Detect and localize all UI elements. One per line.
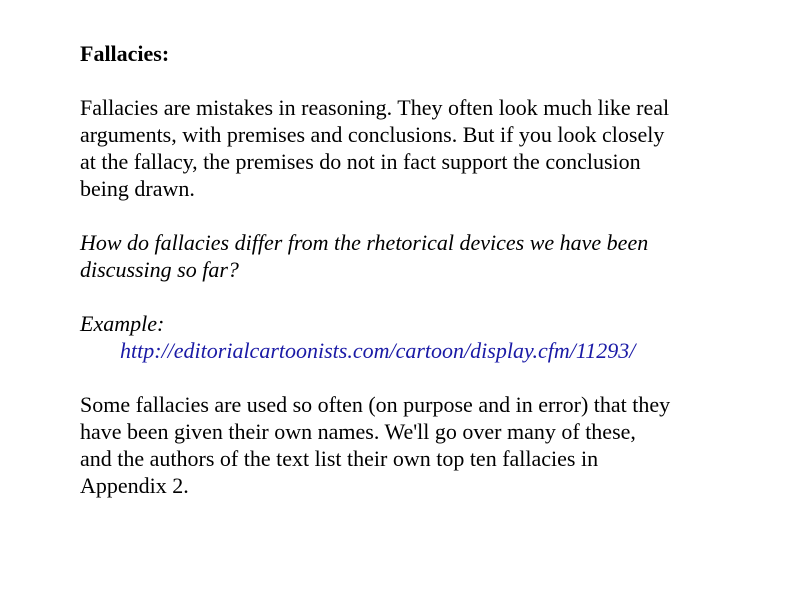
example-label: Example:: [80, 311, 165, 336]
closing-paragraph: [80, 391, 760, 499]
example-link[interactable]: http://editorialcartoonists.com/cartoon/display.cfm/11293/: [120, 338, 636, 363]
paragraph-line: Appendix 2.: [80, 473, 189, 498]
page-title: Fallacies:: [80, 41, 170, 66]
paragraph-line: at the fallacy, the premises do not in fact support the conclusion: [80, 149, 641, 174]
paragraph-line: have been given their own names. We'll go over many of these,: [80, 419, 636, 444]
paragraph-line: Some fallacies are used so often (on purpose and in error) that they: [80, 392, 671, 417]
intro-paragraph: [80, 94, 760, 202]
example-section: [80, 310, 760, 364]
question-line: discussing so far?: [80, 257, 239, 282]
document-body: [80, 40, 760, 499]
paragraph-line: being drawn.: [80, 176, 195, 201]
question-paragraph: [80, 229, 760, 283]
paragraph-line: and the authors of the text list their own top ten fallacies in: [80, 446, 599, 471]
question-line: How do fallacies differ from the rhetorical devices we have been: [80, 230, 649, 255]
paragraph-line: Fallacies are mistakes in reasoning. They often look much like real: [80, 95, 670, 120]
paragraph-line: arguments, with premises and conclusions. But if you look closely: [80, 122, 665, 147]
